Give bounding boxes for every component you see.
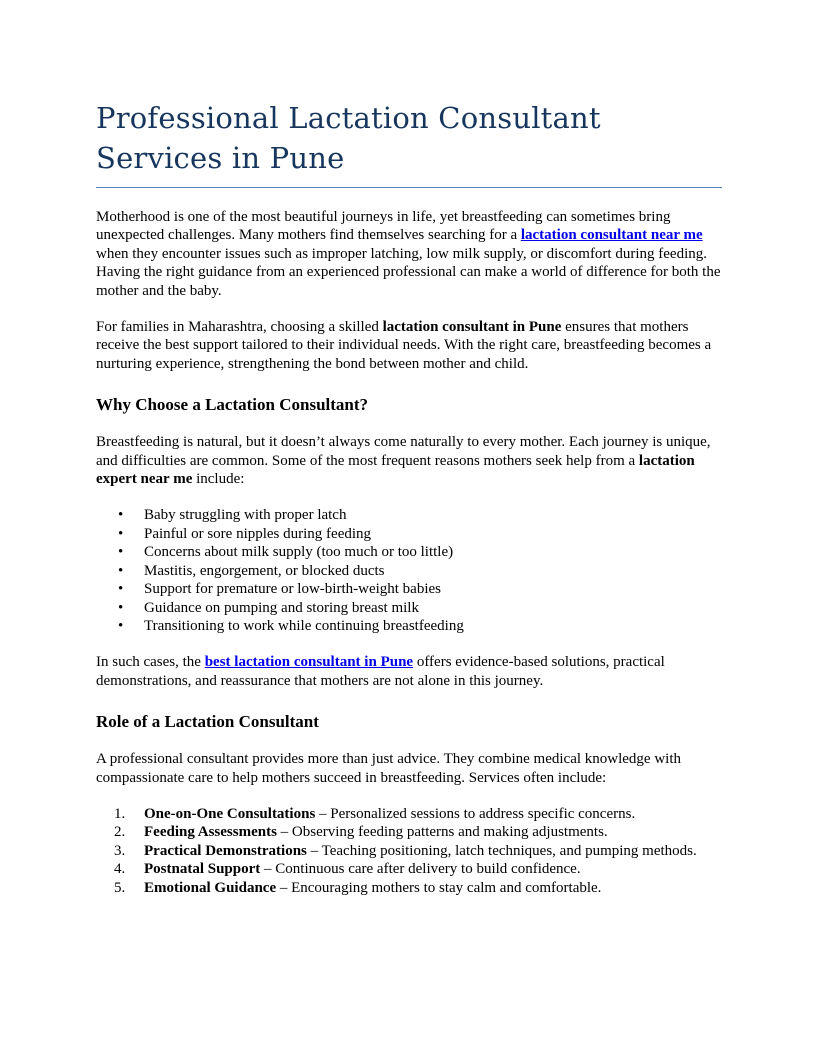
list-item-desc: – Teaching positioning, latch techniques, and pumping methods. xyxy=(306,842,697,859)
list-item-title: Feeding Assessments xyxy=(144,824,277,841)
list-item-text: Guidance on pumping and storing breast milk xyxy=(144,599,419,616)
list-item-desc: – Encouraging mothers to stay calm and comfortable. xyxy=(276,879,602,896)
intro-p1-text-before: Motherhood is one of the most beautiful journeys in life, yet breastfeeding can sometimes bring unexpected challenges. Many mothers find themselves searching for a xyxy=(96,209,671,244)
list-item-desc: – Personalized sessions to address specific concerns. xyxy=(315,805,636,822)
why-heading: Why Choose a Lactation Consultant? xyxy=(96,395,369,415)
page-title: Professional Lactation Consultant Services in Pune xyxy=(96,101,601,175)
list-item-text: Support for premature or low-birth-weight babies xyxy=(144,581,442,598)
list-item-text: Baby struggling with proper latch xyxy=(144,507,347,524)
bullet-icon: • xyxy=(118,525,124,542)
list-item xyxy=(96,506,722,524)
bullet-icon: • xyxy=(118,562,124,579)
reasons-list xyxy=(96,506,722,635)
lactation-consultant-near-me-link[interactable]: lactation consultant near me xyxy=(520,227,703,244)
list-item-text: Painful or sore nipples during feeding xyxy=(144,525,372,542)
document-body xyxy=(96,98,722,897)
best-lactation-consultant-link[interactable]: best lactation consultant in Pune xyxy=(204,654,414,671)
list-item xyxy=(96,842,722,860)
list-item xyxy=(96,543,722,561)
list-item-title: One-on-One Consultations xyxy=(144,805,316,822)
intro-p2-text-before: For families in Maharashtra, choosing a skilled xyxy=(96,319,383,336)
title-underline xyxy=(96,187,722,188)
list-item-text: Transitioning to work while continuing breastfeeding xyxy=(144,617,464,634)
list-item-number: 4. xyxy=(114,861,126,878)
why-close-text-after: offers evidence-based solutions, practical demonstrations, and reassurance that mothers are not alone in this journey. xyxy=(96,654,665,689)
intro-p2-text-after: ensures that mothers receive the best support tailored to their individual needs. With the right care, breastfeeding becomes a nurturing experience, strengthening the bond between mother and child. xyxy=(96,319,712,372)
bullet-icon: • xyxy=(118,581,124,598)
list-item-desc: – Observing feeding patterns and making adjustments. xyxy=(276,824,608,841)
list-item-number: 1. xyxy=(114,805,126,822)
list-item xyxy=(96,617,722,635)
list-item-text: Concerns about milk supply (too much or too little) xyxy=(144,544,454,561)
why-text-before: Breastfeeding is natural, but it doesn’t always come naturally to every mother. Each journey is unique, and difficulties are common. Some of the most frequent reasons mothers seek help from a xyxy=(96,434,711,469)
why-bold: lactation expert near me xyxy=(96,452,695,488)
list-item-number: 2. xyxy=(114,824,126,841)
list-item-title: Emotional Guidance xyxy=(144,879,277,896)
list-item xyxy=(96,580,722,598)
role-heading: Role of a Lactation Consultant xyxy=(96,712,319,732)
list-item-number: 3. xyxy=(114,842,126,859)
list-item-number: 5. xyxy=(114,879,126,896)
services-list xyxy=(96,805,722,897)
list-item-text: Mastitis, engorgement, or blocked ducts xyxy=(144,562,385,579)
list-item xyxy=(96,860,722,878)
list-item-title: Practical Demonstrations xyxy=(144,842,307,859)
list-item-title: Postnatal Support xyxy=(144,861,261,878)
bullet-icon: • xyxy=(118,599,124,616)
list-item xyxy=(96,879,722,897)
list-item xyxy=(96,823,722,841)
list-item xyxy=(96,525,722,543)
list-item xyxy=(96,562,722,580)
intro-paragraph-2 xyxy=(96,318,722,373)
why-close-text-before: In such cases, the xyxy=(96,654,205,671)
list-item xyxy=(96,599,722,617)
bullet-icon: • xyxy=(118,544,124,561)
why-text-after: include: xyxy=(192,471,245,488)
list-item xyxy=(96,805,722,823)
bullet-icon: • xyxy=(118,507,124,524)
role-paragraph: A professional consultant provides more than just advice. They combine medical knowledge with compassionate care to help mothers succeed in breastfeeding. Services often include: xyxy=(96,751,681,786)
bullet-icon: • xyxy=(118,617,124,634)
intro-p1-text-after: when they encounter issues such as improper latching, low milk supply, or discomfort during feeding. Having the right guidance from an experienced professional can make a world of difference for both the mother and the baby. xyxy=(96,245,721,299)
why-paragraph xyxy=(96,433,722,488)
intro-paragraph-1 xyxy=(96,208,722,300)
intro-p2-bold: lactation consultant in Pune xyxy=(382,319,562,336)
why-closing-paragraph xyxy=(96,653,722,690)
list-item-desc: – Continuous care after delivery to build confidence. xyxy=(260,861,581,878)
